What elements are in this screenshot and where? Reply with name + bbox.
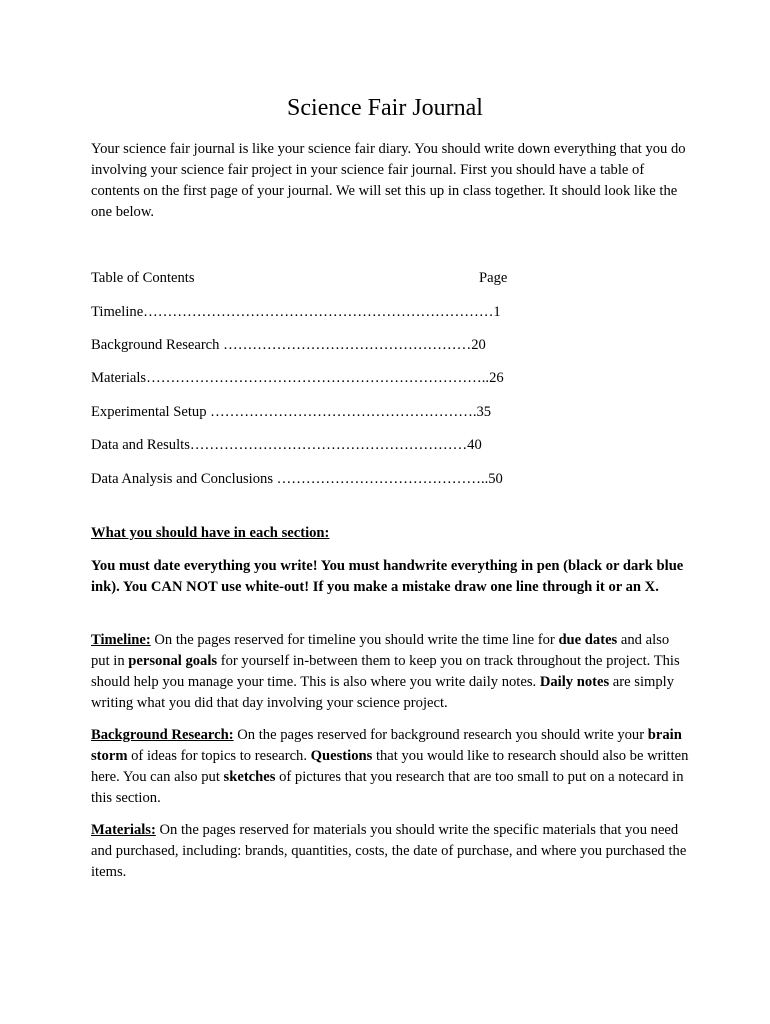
intro-paragraph: Your science fair journal is like your science fair diary. You should write down everything that you do involving your science fair project in your science fair journal. First you should have a table of contents on the first page of your journal. We will set this up in class together. It should look like the one below. [91, 141, 686, 220]
rules-paragraph: You must date everything you write! You must handwrite everything in pen (black or dark blue ink). You CAN NOT use white-out! If you make a mistake draw one line through it or an X. [91, 558, 684, 595]
background-text-2: of ideas for topics to research. [127, 748, 311, 764]
sections-heading: What you should have in each section: [91, 525, 330, 541]
background-questions: Questions [310, 748, 373, 764]
background-text-3: that you would like to research should also be written here. You can also put [91, 748, 689, 785]
background-text-4: of pictures that you research that are too small to put on a notecard in this section. [91, 769, 684, 806]
page-title: Science Fair Journal [287, 95, 483, 121]
toc-row-data-analysis: Data Analysis and Conclusions ……………………………………..50 [91, 471, 503, 487]
timeline-due-dates: due dates [558, 632, 618, 648]
background-text-1: On the pages reserved for background research you should write your [233, 727, 648, 743]
toc-row-experimental-setup: Experimental Setup ……………………………………………….35 [91, 404, 492, 420]
materials-label: Materials: [91, 822, 156, 838]
toc-page-label: Page [479, 270, 508, 286]
toc-row-background-research: Background Research ……………………………………………20 [91, 337, 486, 353]
timeline-daily-notes: Daily notes [539, 674, 610, 690]
background-sketches: sketches [223, 769, 276, 785]
timeline-text-2: and also put in [91, 632, 670, 669]
timeline-personal-goals: personal goals [128, 653, 218, 669]
toc-header [91, 268, 521, 288]
timeline-text-3: for yourself in-between them to keep you on track throughout the project. This should help you manage your time. This is also where you write daily notes. [91, 653, 680, 690]
timeline-paragraph [91, 630, 691, 714]
timeline-label: Timeline: [91, 632, 151, 648]
background-research-label: Background Research: [91, 727, 234, 743]
toc-heading: Table of Contents [91, 270, 195, 286]
toc-row-materials: Materials……………………………………………………………..26 [91, 370, 504, 386]
background-research-paragraph [91, 725, 691, 809]
toc-row-data-and-results: Data and Results…………………………………………………40 [91, 437, 482, 453]
background-brain-storm: brain storm [91, 727, 682, 764]
toc-row-timeline: Timeline………………………………………………………………1 [91, 304, 501, 320]
materials-text-1: On the pages reserved for materials you should write the specific materials that you need and purchased, including: brands, quantities, costs, the date of purchase, and where you purchased the items. [91, 822, 687, 880]
timeline-text-1: On the pages reserved for timeline you should write the time line for [150, 632, 559, 648]
materials-paragraph [91, 820, 691, 883]
timeline-text-4: are simply writing what you did that day involving your science project. [91, 674, 675, 711]
